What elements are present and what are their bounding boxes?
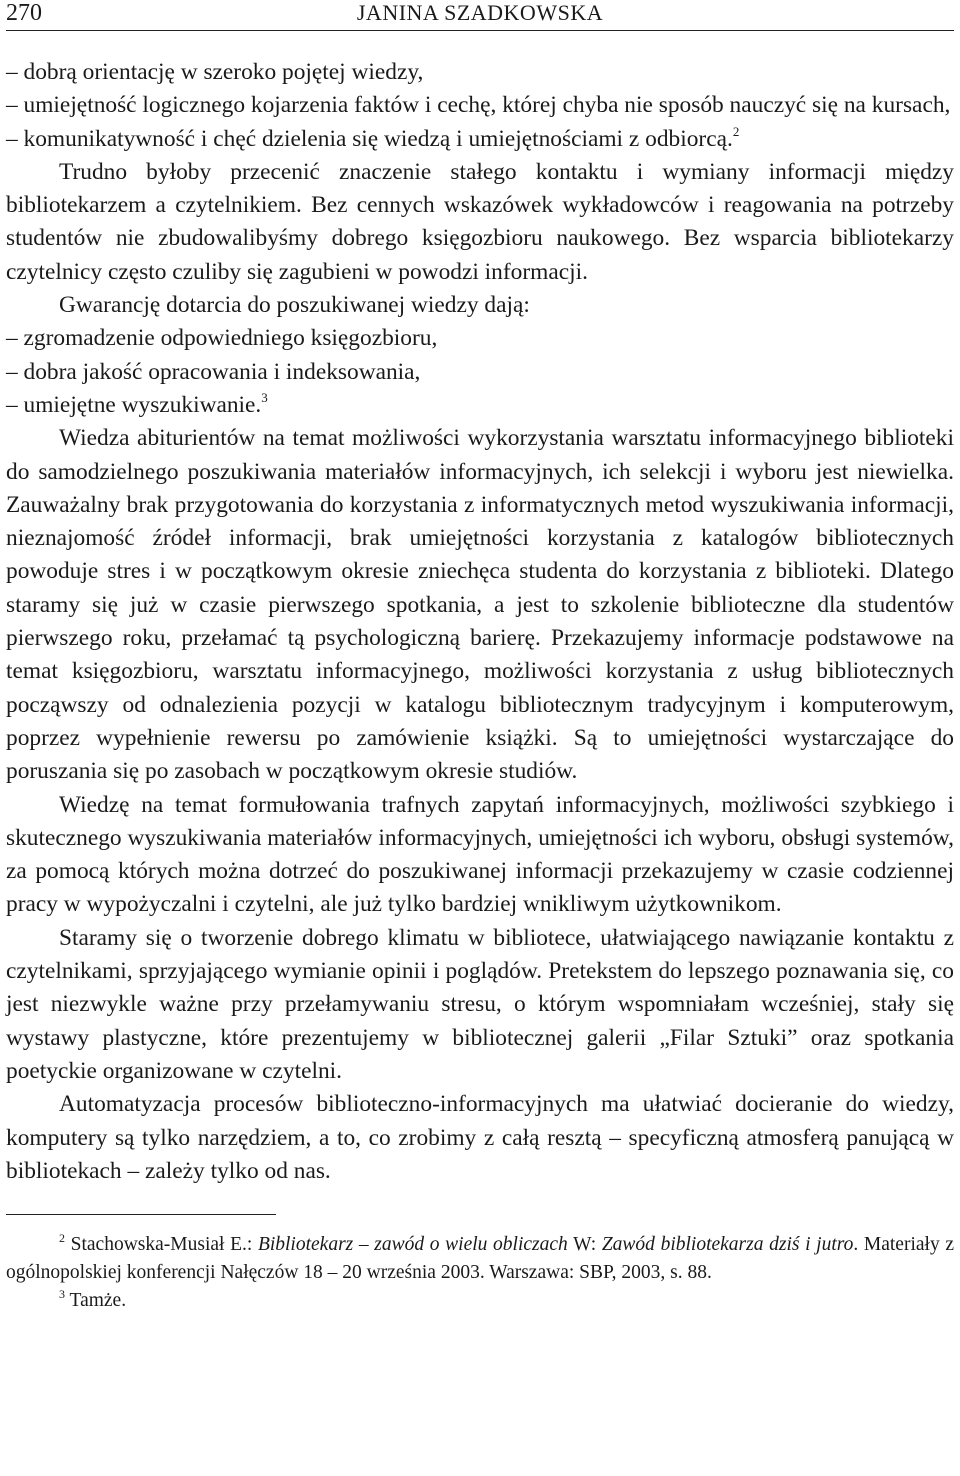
list-item: – dobra jakość opracowania i indeksowania,: [6, 358, 421, 385]
paragraph: Wiedza abiturientów na temat możliwości wykorzystania warsztatu informacyjnego biblioteki do samodzielnego poszukiwania materiałów informacyjnych, ich selekcji i wyboru jest niewielka. Zauważalny brak przygotowania do korzystania z informatycznych metod wyszukiwania informacji, nieznajomość źródeł informacji, brak umiejętności korzystania z katalogów bibliotecznych powoduje stres i w początkowym okresie zniechęca studenta do korzystania z biblioteki. Dlatego staramy się już w czasie pierwszego spotkania, a jest to szkolenie biblioteczne dla studentów pierwszego roku, przełamać tą psychologiczną barierę. Przekazujemy informacje podstawowe na temat księgozbioru, warsztatu informacyjnego, możliwości korzystania z usług bibliotecznych począwszy od odnalezienia pozycji w katalogu bibliotecznym tradycyjnym i komputerowym, poprzez wypełnienie rewersu po zamówienie książki. Są to umiejętności wystarczające do poruszania się po zasobach w początkowym okresie studiów.: [6, 425, 954, 785]
page-header: [6, 0, 954, 31]
list-item: – umiejętność logicznego kojarzenia faktów i cechę, której chyba nie sposób nauczyć się na kursach,: [6, 92, 951, 119]
list-item: – komunikatywność i chęć dzielenia się wiedzą i umiejętnościami z odbiorcą.$^2$: [6, 123, 740, 152]
list-item: – dobrą orientację w szeroko pojętej wiedzy,: [6, 59, 424, 85]
footnote: $^2$ Stachowska-Musiał E.: Bibliotekarz – zawód o wielu obliczach W: Zawód bibliotekarza dziś i jutro. Materiały z ogólnopolskiej konferencji Nałęczów 18 – 20 września 2003. Warszawa: SBP, 2003, s. 88.: [6, 1231, 954, 1284]
list-item: – umiejętne wyszukiwanie.$^3$: [6, 389, 268, 418]
footnotes: [6, 1231, 954, 1315]
page-number: 270: [6, 0, 42, 26]
document-page: [6, 0, 954, 1315]
footnote-mark: 3: [59, 1287, 65, 1302]
main-text: [6, 56, 954, 1188]
list-item: – zgromadzenie odpowiedniego księgozbioru,: [6, 325, 438, 352]
paragraph: Staramy się o tworzenie dobrego klimatu w bibliotece, ułatwiającego nawiązanie kontaktu z czytelnikami, sprzyjającego wymianie opinii i poglądów. Pretekstem do lepszego poznawania się, co jest niezwykle ważne przy przełamywaniu stresu, o którym wspomniałam wcześniej, stały się wystawy plastyczne, które prezentujemy w bibliotecznej galerii „Filar Sztuki” oraz spotkania poetyckie organizowane w czytelni.: [6, 924, 954, 1084]
footnote-ref: 2: [732, 123, 740, 139]
paragraph: Automatyzacja procesów biblioteczno-informacyjnych ma ułatwiać docieranie do wiedzy, komputery są tylko narzędziem, a to, co zrobimy z całą resztą – specyficzną atmosferą panującą w bibliotekach – zależy tylko od nas.: [6, 1091, 954, 1184]
running-title: JANINA SZADKOWSKA: [356, 0, 604, 25]
footnote-divider: [6, 1214, 276, 1215]
footnote-ref: 3: [261, 389, 268, 405]
paragraph: Wiedzę na temat formułowania trafnych zapytań informacyjnych, możliwości szybkiego i skutecznego wyszukiwania materiałów informacyjnych, umiejętności ich wyboru, obsługi systemów, za pomocą których można dotrzeć do poszukiwanej informacji przekazujemy w czasie codziennej pracy w wypożyczalni i czytelni, ale już tylko bardziej wnikliwym użytkownikom.: [6, 791, 954, 918]
paragraph: Gwarancję dotarcia do poszukiwanej wiedzy dają:: [59, 292, 530, 319]
footnote-mark: 2: [59, 1231, 65, 1246]
paragraph: Trudno byłoby przecenić znaczenie stałego kontaktu i wymiany informacji między bibliotekarzem a czytelnikiem. Bez cennych wskazówek wykładowców i reagowania na potrzeby studentów nie zbudowalibyśmy dobrego księgozbioru naukowego. Bez wsparcia bibliotekarzy czytelnicy często czuliby się zagubieni w powodzi informacji.: [6, 158, 954, 285]
footnote: $^3$ Tamże.: [59, 1287, 127, 1312]
